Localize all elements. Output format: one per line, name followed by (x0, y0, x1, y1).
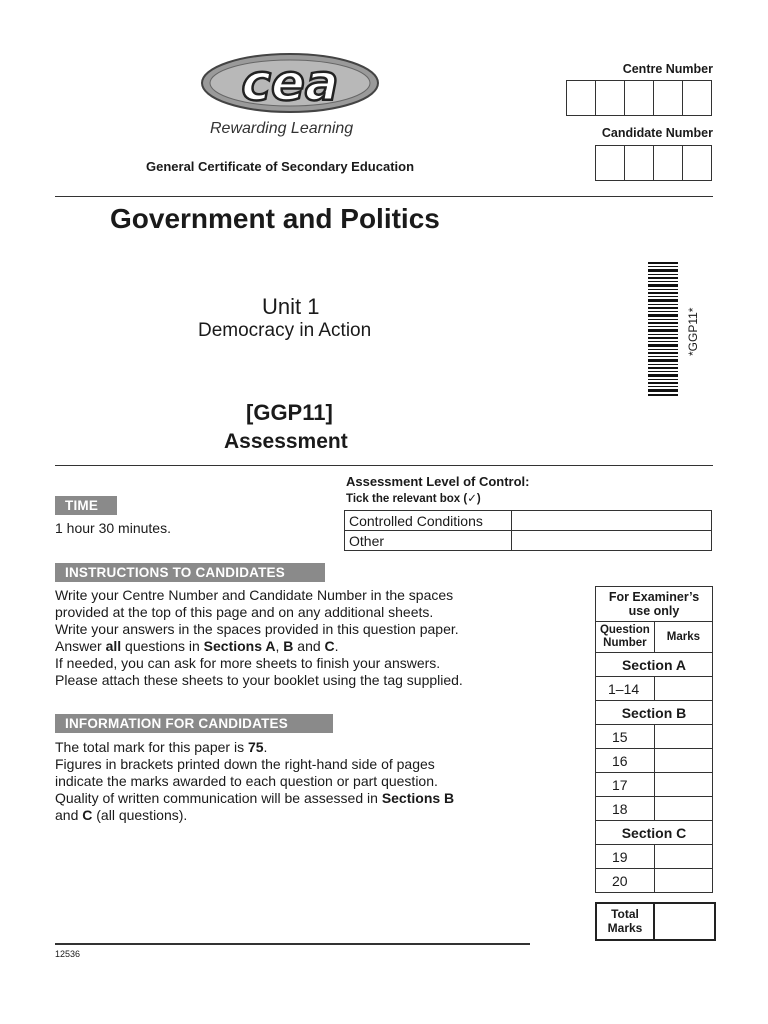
section-a-label: Section A (596, 653, 713, 677)
control-row (345, 531, 712, 551)
col-marks: Marks (654, 622, 712, 653)
question-number: 16 (596, 749, 655, 773)
centre-number-label: Centre Number (622, 62, 713, 76)
information-line: and C (all questions). (55, 807, 188, 823)
paper-type: Assessment (224, 430, 348, 453)
unit-title: Democracy in Action (198, 320, 372, 341)
instruction-line: Please attach these sheets to your booklet using the tag supplied. (55, 672, 463, 688)
table-row (596, 845, 713, 869)
information-line: indicate the marks awarded to each question or part question. (55, 773, 438, 789)
control-table (344, 510, 712, 551)
information-text (55, 739, 525, 824)
control-subtitle: Tick the relevant box (✓) (346, 493, 481, 505)
control-tick-box[interactable] (512, 511, 712, 531)
candidate-number-label: Candidate Number (601, 126, 713, 140)
marks-cell[interactable] (654, 797, 712, 821)
instruction-line: Write your Centre Number and Candidate Number in the spaces (55, 587, 454, 603)
paper-code: [GGP11] (246, 400, 333, 425)
control-row (345, 511, 712, 531)
table-row (596, 749, 713, 773)
time-heading: TIME (55, 496, 117, 515)
barcode-text: *GGP11* (686, 307, 700, 356)
instruction-line: If needed, you can ask for more sheets to finish your answers. (55, 655, 441, 671)
marks-cell[interactable] (654, 749, 712, 773)
table-row (596, 773, 713, 797)
examiner-title: For Examiner’s use only (596, 587, 713, 622)
table-row (596, 797, 713, 821)
question-number: 17 (596, 773, 655, 797)
tagline: Rewarding Learning (210, 120, 354, 137)
control-tick-box[interactable] (512, 531, 712, 551)
question-number: 1–14 (596, 677, 655, 701)
control-title: Assessment Level of Control: (346, 474, 530, 489)
marks-cell[interactable] (654, 869, 712, 893)
footer-rule (55, 943, 530, 945)
information-heading: INFORMATION FOR CANDIDATES (55, 714, 333, 733)
barcode (648, 262, 678, 398)
centre-number-boxes[interactable] (566, 80, 712, 116)
instruction-line: provided at the top of this page and on any additional sheets. (55, 604, 434, 620)
candidate-number-boxes[interactable] (595, 145, 712, 181)
marks-cell[interactable] (654, 845, 712, 869)
middle-rule (55, 465, 713, 466)
question-number: 15 (596, 725, 655, 749)
marks-cell[interactable] (654, 677, 712, 701)
examiner-table (595, 586, 713, 893)
footer-code: 12536 (55, 949, 81, 959)
question-number: 18 (596, 797, 655, 821)
information-line: Quality of written communication will be assessed in Sections B (55, 790, 455, 806)
table-row (596, 725, 713, 749)
information-line: Figures in brackets printed down the right-hand side of pages (55, 756, 435, 772)
total-marks-label: Total Marks (597, 904, 655, 939)
marks-cell[interactable] (654, 773, 712, 797)
instructions-heading: INSTRUCTIONS TO CANDIDATES (55, 563, 325, 582)
control-option: Controlled Conditions (345, 511, 512, 531)
question-number: 19 (596, 845, 655, 869)
unit-number: Unit 1 (262, 294, 320, 319)
cea-logo (198, 50, 382, 116)
table-row (596, 869, 713, 893)
instruction-line: Answer all questions in Sections A, B and C. (55, 638, 339, 654)
control-option: Other (345, 531, 512, 551)
total-marks-box (595, 902, 716, 941)
section-b-label: Section B (596, 701, 713, 725)
marks-cell[interactable] (654, 725, 712, 749)
section-c-label: Section C (596, 821, 713, 845)
table-row (596, 677, 713, 701)
subject-title: Government and Politics (110, 203, 440, 234)
time-value: 1 hour 30 minutes. (55, 520, 171, 536)
information-line: The total mark for this paper is 75. (55, 739, 268, 755)
instruction-line: Write your answers in the spaces provided in this question paper. (55, 621, 459, 637)
qualification-title: General Certificate of Secondary Education (146, 159, 415, 174)
top-rule (55, 196, 713, 197)
question-number: 20 (596, 869, 655, 893)
total-marks-cell[interactable] (655, 904, 714, 939)
svg-text:cea: cea (241, 54, 339, 112)
instructions-text (55, 587, 525, 689)
col-question-number: Question Number (596, 622, 655, 653)
